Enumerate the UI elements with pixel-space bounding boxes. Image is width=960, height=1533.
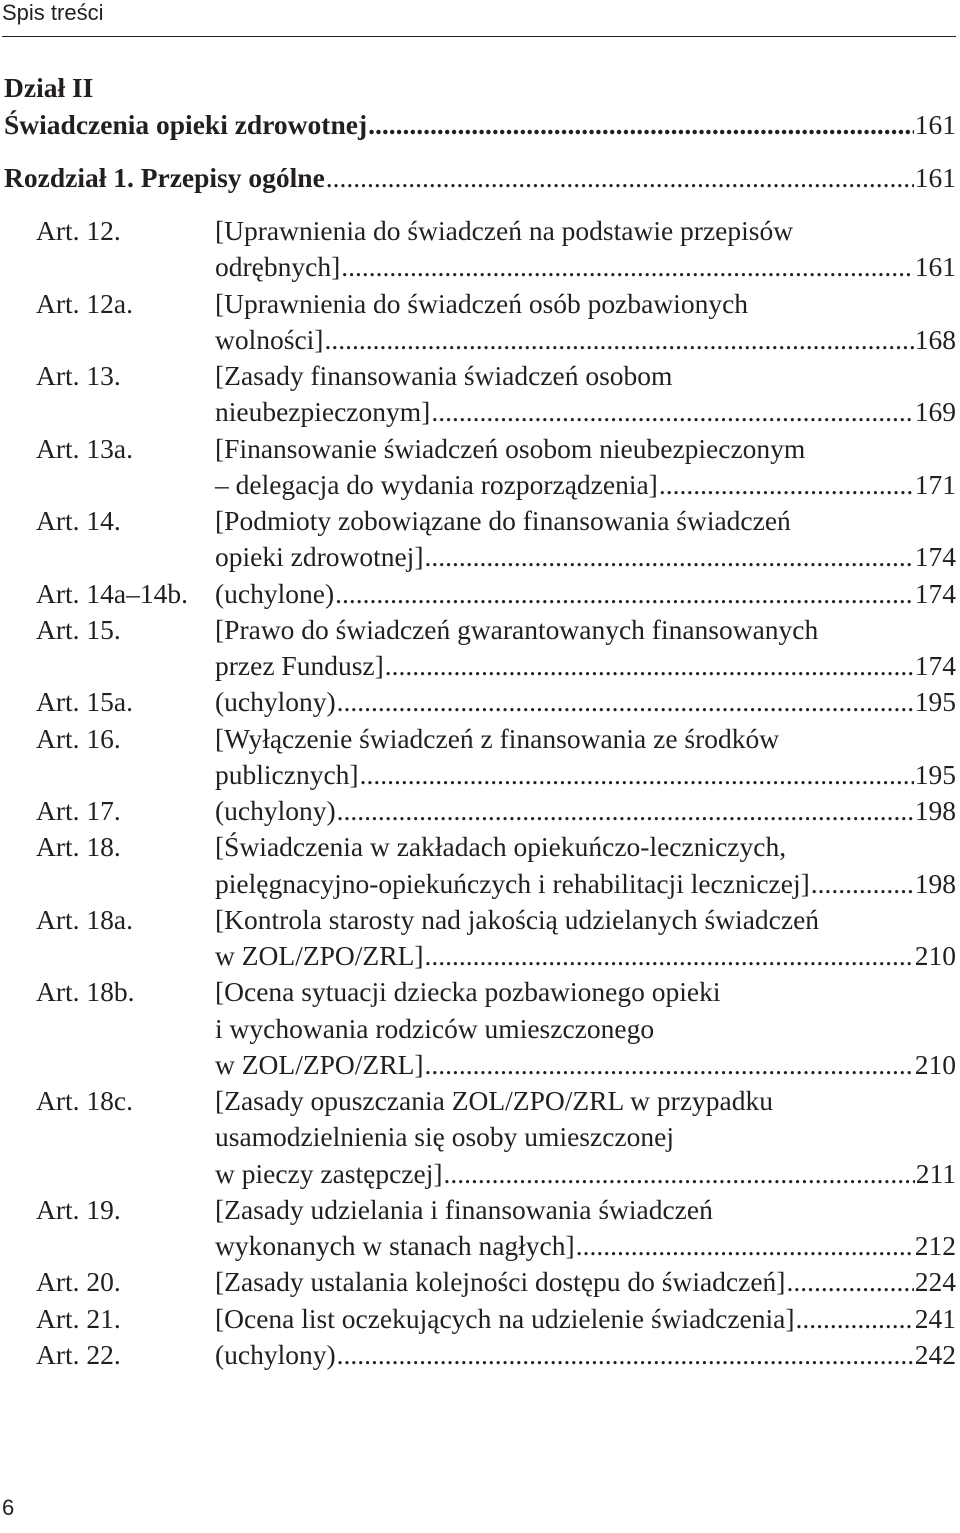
article-title: [Wyłączenie świadczeń z finansowania ze środków: [215, 722, 780, 754]
chapter-page: 161: [914, 162, 956, 193]
toc-entry-line: [0, 902, 960, 938]
article-title: przez Fundusz]: [215, 650, 384, 681]
article-title: w ZOL/ZPO/ZRL]: [215, 1048, 424, 1080]
toc-entry-line: [0, 358, 960, 394]
article-title: publicznych]: [215, 758, 359, 790]
section-title-page: 161: [914, 109, 956, 140]
article-title: nieubezpieczonym]: [215, 396, 431, 428]
dot-leader: [425, 1047, 914, 1083]
dot-leader: [324, 322, 913, 358]
toc-entry-line: [0, 793, 960, 829]
dot-leader: [368, 107, 914, 143]
article-page: 171: [914, 468, 956, 500]
article-title: [Zasady udzielania i finansowania świadczeń: [215, 1193, 713, 1225]
toc-entry-line: [0, 431, 960, 467]
dot-leader: [385, 648, 914, 684]
article-title: w ZOL/ZPO/ZRL]: [215, 940, 424, 971]
article-title: wolności]: [215, 323, 324, 355]
article-number: Art. 18c.: [36, 1085, 133, 1116]
chapter-title: Rozdział 1. Przepisy ogólne: [4, 162, 325, 193]
article-title: [Ocena list oczekujących na udzielenie świadczenia]: [215, 1302, 795, 1334]
header-title: Spis treści: [2, 0, 104, 25]
article-title: odrębnych]: [215, 251, 341, 283]
article-page: 169: [914, 396, 956, 428]
dot-leader: [425, 938, 914, 974]
article-title: [Prawo do świadczeń gwarantowanych finansowanych: [215, 613, 819, 645]
toc-entry-line: [0, 467, 960, 503]
toc-entry-line: [0, 1083, 960, 1119]
article-number: Art. 21.: [36, 1302, 121, 1334]
toc-entry-line: [0, 757, 960, 793]
section-heading: Dział II: [4, 72, 94, 103]
chapter-line: [0, 160, 960, 196]
article-page: 241: [914, 1302, 956, 1334]
article-number: Art. 14.: [36, 505, 121, 536]
toc-entry-line: [0, 322, 960, 358]
dot-leader: [811, 866, 914, 902]
toc-entry-line: [0, 938, 960, 974]
dot-leader: [360, 757, 914, 793]
dot-leader: [337, 1337, 914, 1373]
article-title: [Finansowanie świadczeń osobom nieubezpieczonym: [215, 432, 806, 464]
section-heading-line: [0, 70, 960, 106]
toc-entry-line: [0, 1011, 960, 1047]
article-title: pielęgnacyjno-opiekuńczych i rehabilitacji leczniczej]: [215, 867, 810, 899]
dot-leader: [444, 1156, 915, 1192]
article-page: 195: [914, 758, 956, 790]
dot-leader: [341, 249, 914, 285]
article-number: Art. 18b.: [36, 976, 135, 1008]
article-number: Art. 13.: [36, 360, 121, 391]
article-page: 210: [914, 1048, 956, 1080]
toc-entry-line: [0, 1047, 960, 1083]
toc-entry-line: [0, 576, 960, 612]
article-title: usamodzielnienia się osoby umieszczonej: [215, 1121, 674, 1153]
toc-entry-line: [0, 612, 960, 648]
toc-entry-line: [0, 1119, 960, 1155]
article-number: Art. 15.: [36, 613, 121, 645]
article-title: (uchylony): [215, 1338, 336, 1370]
article-title: i wychowania rodziców umieszczonego: [215, 1012, 655, 1044]
article-number: Art. 20.: [36, 1266, 121, 1298]
article-page: 198: [914, 795, 956, 826]
article-number: Art. 18a.: [36, 903, 133, 935]
toc-entry-line: [0, 1192, 960, 1228]
article-number: Art. 12a.: [36, 287, 133, 319]
article-page: 242: [914, 1338, 956, 1370]
article-title: (uchylone): [215, 577, 335, 609]
article-page: 174: [914, 541, 956, 573]
dot-leader: [326, 160, 914, 196]
article-page: 210: [914, 940, 956, 971]
article-title: w pieczy zastępczej]: [215, 1157, 443, 1189]
article-title: [Zasady ustalania kolejności dostępu do świadczeń]: [215, 1266, 786, 1298]
article-title: – delegacja do wydania rozporządzenia]: [215, 468, 658, 500]
dot-leader: [431, 394, 913, 430]
article-number: Art. 16.: [36, 722, 121, 754]
toc-entry-line: [0, 1156, 960, 1192]
article-number: Art. 13a.: [36, 432, 133, 464]
toc-entry-line: [0, 648, 960, 684]
article-title: [Uprawnienia do świadczeń osób pozbawionych: [215, 287, 749, 319]
dot-leader: [786, 1264, 913, 1300]
article-title: [Świadczenia w zakładach opiekuńczo-leczniczych,: [215, 831, 787, 863]
article-page: 161: [914, 251, 956, 283]
toc-entry-line: [0, 503, 960, 539]
page-number: 6: [2, 1495, 15, 1520]
article-page: 212: [914, 1230, 956, 1261]
dot-leader: [337, 684, 914, 720]
page-header: [2, 0, 956, 37]
article-title: (uchylony): [215, 795, 336, 826]
article-title: [Podmioty zobowiązane do finansowania świadczeń: [215, 505, 791, 536]
toc-entry-line: [0, 829, 960, 865]
article-number: Art. 17.: [36, 795, 121, 826]
article-title: [Uprawnienia do świadczeń na podstawie przepisów: [215, 215, 794, 246]
article-number: Art. 19.: [36, 1193, 121, 1225]
article-page: 174: [914, 650, 956, 681]
article-title: wykonanych w stanach nagłych]: [215, 1230, 575, 1261]
toc-entry-line: [0, 539, 960, 575]
toc-entry-line: [0, 974, 960, 1010]
dot-leader: [796, 1301, 914, 1337]
dot-leader: [335, 576, 914, 612]
article-title: [Kontrola starosty nad jakością udzielanych świadczeń: [215, 903, 820, 935]
toc-entry-line: [0, 684, 960, 720]
toc-entry-line: [0, 394, 960, 430]
article-title: [Zasady opuszczania ZOL/ZPO/ZRL w przypadku: [215, 1085, 773, 1116]
article-title: (uchylony): [215, 686, 336, 718]
article-page: 211: [915, 1157, 956, 1189]
article-number: Art. 14a–14b.: [36, 577, 188, 609]
dot-leader: [576, 1228, 914, 1264]
toc-entry-line: [0, 213, 960, 249]
article-title: opieki zdrowotnej]: [215, 541, 424, 573]
article-number: Art. 22.: [36, 1338, 121, 1370]
dot-leader: [424, 539, 913, 575]
article-page: 168: [914, 323, 956, 355]
article-page: 195: [914, 686, 956, 718]
article-page: 224: [914, 1266, 956, 1298]
article-page: 198: [914, 867, 956, 899]
article-number: Art. 15a.: [36, 686, 133, 718]
section-title-line: [0, 107, 960, 143]
toc-entry-line: [0, 1301, 960, 1337]
toc-entry-line: [0, 1228, 960, 1264]
article-number: Art. 12.: [36, 215, 121, 246]
toc-entry-line: [0, 286, 960, 322]
toc-entry-line: [0, 1264, 960, 1300]
article-page: 174: [914, 577, 956, 609]
toc-entry-line: [0, 1337, 960, 1373]
article-title: [Zasady finansowania świadczeń osobom: [215, 360, 673, 391]
dot-leader: [659, 467, 914, 503]
article-number: Art. 18.: [36, 831, 121, 863]
toc-entry-line: [0, 866, 960, 902]
section-title: Świadczenia opieki zdrowotnej: [4, 109, 368, 140]
article-title: [Ocena sytuacji dziecka pozbawionego opieki: [215, 976, 721, 1008]
toc-entry-line: [0, 249, 960, 285]
toc-entry-line: [0, 721, 960, 757]
dot-leader: [337, 793, 914, 829]
